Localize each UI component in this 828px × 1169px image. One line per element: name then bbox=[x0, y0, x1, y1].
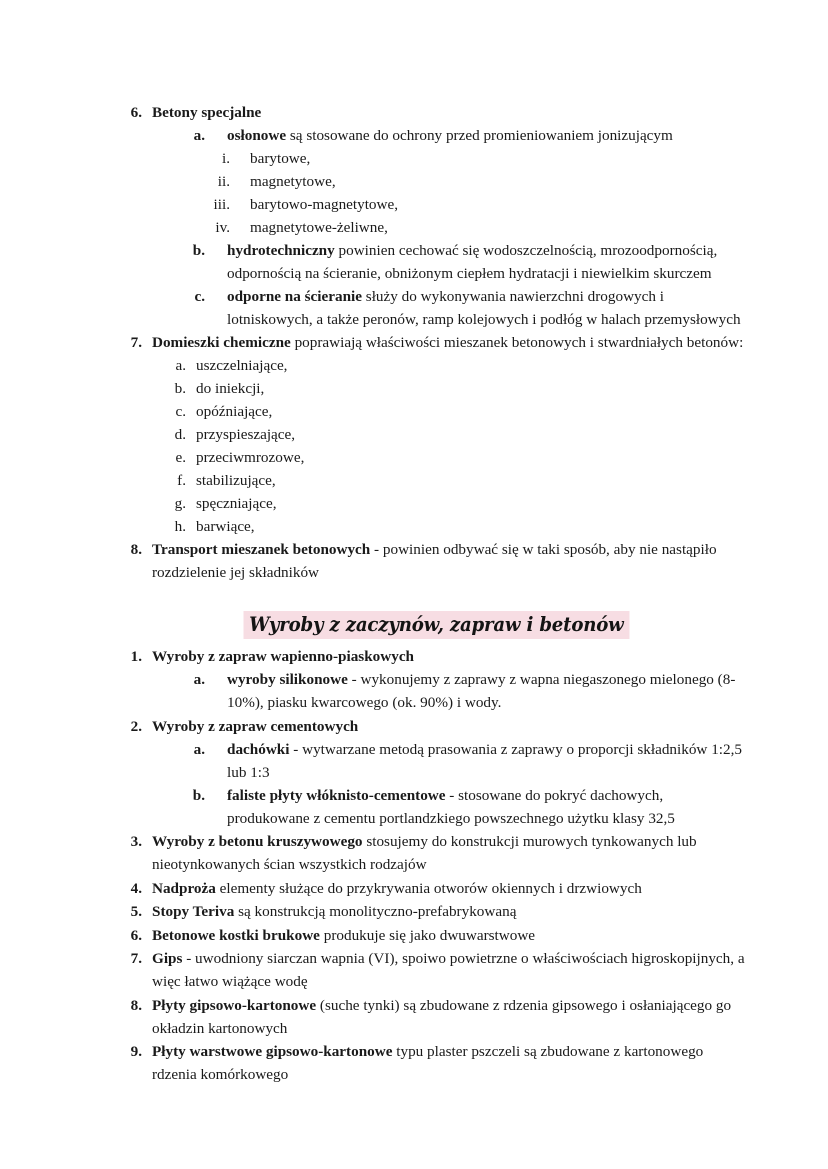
list-marker: 8. bbox=[130, 541, 142, 558]
list-item bbox=[127, 877, 745, 900]
list-item bbox=[127, 715, 745, 738]
list-item-text bbox=[227, 124, 745, 147]
list-item-text: przeciwmrozowe, bbox=[196, 449, 305, 466]
list-item-text bbox=[152, 994, 745, 1040]
list-item-text: magnetytowe, bbox=[250, 172, 336, 190]
list-item-text bbox=[152, 538, 745, 584]
list-item-rest: produkuje się jako dwuwarstwowe bbox=[319, 926, 536, 944]
list-marker: 5. bbox=[130, 903, 142, 920]
list-item-lead: Betony specjalne bbox=[152, 103, 262, 121]
list-item-text bbox=[152, 645, 745, 668]
list-marker: c. bbox=[175, 403, 186, 420]
list-item-rest: - wytwarzane metodą prasowania z zaprawy o proporcji składników 1:2,5 lub 1:3 bbox=[227, 740, 742, 781]
list-item-text bbox=[152, 900, 745, 923]
list-marker: a. bbox=[175, 357, 186, 374]
list-item-text bbox=[152, 830, 745, 876]
list-item bbox=[127, 170, 745, 193]
list-item bbox=[127, 331, 745, 354]
list-item bbox=[127, 947, 745, 993]
list-item-lead: dachówki bbox=[227, 740, 290, 758]
list-item-rest: poprawiają właściwości mieszanek betonowych i stwardniałych betonów: bbox=[290, 334, 744, 351]
list-item-lead: Nadproża bbox=[152, 879, 216, 897]
list-item-rest: powinien cechować się wodoszczelnością, mrozoodpornością, odpornością na ścieranie, obniżonym ciepłem hydratacji i niewielkim skurczem bbox=[227, 241, 718, 282]
list-item bbox=[127, 147, 745, 170]
list-marker: a. bbox=[193, 740, 205, 758]
list-marker: d. bbox=[174, 426, 186, 443]
list-item bbox=[127, 469, 745, 492]
list-item-rest: stosujemy do konstrukcji murowych tynkowanych lub nieotynkowanych ścian wszystkich rodzajów bbox=[152, 833, 697, 873]
list-item-lead: Domieszki chemiczne bbox=[152, 334, 291, 351]
list-item bbox=[127, 423, 745, 446]
list-item bbox=[127, 900, 745, 923]
list-item-rest: (suche tynki) są zbudowane z rdzenia gipsowego i osłaniającego go okładzin kartonowych bbox=[152, 996, 732, 1037]
list-item-text: barytowo-magnetytowe, bbox=[250, 195, 399, 213]
list-item-lead: Wyroby z zapraw cementowych bbox=[152, 717, 359, 735]
list-marker: iii. bbox=[213, 195, 230, 213]
list-item bbox=[127, 515, 745, 538]
list-marker: 7. bbox=[130, 334, 142, 351]
list-item-text bbox=[152, 101, 745, 124]
list-marker: b. bbox=[192, 241, 205, 259]
list-item-text: magnetytowe-żeliwne, bbox=[250, 218, 388, 236]
list-item-rest: służy do wykonywania nawierzchni drogowych i lotniskowych, a także peronów, ramp kolejowych i podłóg w halach przemysłowych bbox=[227, 287, 741, 328]
list-item-rest: - stosowane do pokryć dachowych, produkowane z cementu portlandzkiego powszechnego użytku klasy 32,5 bbox=[227, 786, 675, 827]
list-item-text bbox=[227, 668, 745, 714]
list-marker: 6. bbox=[130, 103, 142, 121]
list-marker: 3. bbox=[130, 833, 142, 850]
list-item-text: barwiące, bbox=[196, 518, 255, 535]
list-item bbox=[127, 446, 745, 469]
list-item-rest: - wykonujemy z zaprawy z wapna niegaszonego mielonego (8-10%), piasku kwarcowego (ok. 90%) i wody. bbox=[227, 671, 736, 711]
list-item bbox=[127, 924, 745, 947]
list-item-text bbox=[227, 738, 745, 784]
list-item-lead: osłonowe bbox=[227, 126, 287, 144]
list-item-lead: Wyroby z zapraw wapienno-piaskowych bbox=[152, 648, 415, 665]
list-item bbox=[127, 994, 745, 1040]
list-marker: ii. bbox=[217, 172, 230, 190]
list-item-text: uszczelniające, bbox=[196, 357, 288, 374]
list-marker: 2. bbox=[130, 717, 142, 735]
list-item-text: barytowe, bbox=[250, 149, 311, 167]
list-marker: g. bbox=[174, 495, 186, 512]
list-item bbox=[127, 285, 745, 331]
list-item bbox=[127, 645, 745, 668]
list-item bbox=[127, 124, 745, 147]
list-item bbox=[127, 830, 745, 876]
list-item bbox=[127, 668, 745, 714]
list-item-lead: faliste płyty włóknisto-cementowe bbox=[227, 786, 446, 804]
list-item-text: przyspieszające, bbox=[196, 426, 296, 443]
list-marker: 6. bbox=[130, 926, 142, 944]
list-item-lead: Wyroby z betonu kruszywowego bbox=[152, 833, 363, 850]
list-item-text bbox=[152, 924, 745, 947]
list-marker: e. bbox=[175, 449, 186, 466]
list-marker: iv. bbox=[215, 218, 230, 236]
list-item-rest: elementy służące do przykrywania otworów okiennych i drzwiowych bbox=[215, 879, 642, 897]
list-marker: b. bbox=[174, 380, 186, 397]
list-item-lead: Transport mieszanek betonowych bbox=[152, 541, 371, 558]
list-item-text bbox=[152, 331, 745, 354]
list-marker: 7. bbox=[130, 950, 142, 967]
list-item bbox=[127, 193, 745, 216]
list-item-text bbox=[227, 285, 745, 331]
list-item-lead: Stopy Teriva bbox=[152, 903, 235, 920]
list-item-text: do iniekcji, bbox=[196, 380, 265, 397]
list-marker: 9. bbox=[130, 1043, 142, 1060]
list-item-text bbox=[227, 239, 745, 285]
list-marker: 1. bbox=[130, 648, 142, 665]
list-item-rest: są stosowane do ochrony przed promieniowaniem jonizującym bbox=[286, 126, 673, 144]
list-marker: b. bbox=[192, 786, 205, 804]
list-marker: a. bbox=[193, 126, 205, 144]
list-item bbox=[127, 784, 745, 830]
list-item bbox=[127, 216, 745, 239]
list-item-lead: hydrotechniczny bbox=[227, 241, 335, 259]
list-item bbox=[127, 738, 745, 784]
list-item-lead: Płyty warstwowe gipsowo-kartonowe bbox=[152, 1043, 393, 1060]
list-item bbox=[127, 377, 745, 400]
list-item-text: stabilizujące, bbox=[196, 472, 276, 489]
list-item-rest: - uwodniony siarczan wapnia (VI), spoiwo powietrzne o właściwościach higroskopijnych, a więc łatwo wiążące wodę bbox=[152, 950, 745, 990]
list-item bbox=[127, 1040, 745, 1086]
list-item-lead: Gips bbox=[152, 950, 183, 967]
list-marker: f. bbox=[177, 472, 186, 489]
list-marker: 8. bbox=[130, 996, 142, 1014]
document-content bbox=[127, 100, 745, 1086]
list-item-text bbox=[152, 877, 745, 900]
list-item-text bbox=[152, 1040, 745, 1086]
list-item bbox=[127, 400, 745, 423]
list-marker: h. bbox=[174, 518, 186, 535]
list-item-text bbox=[152, 947, 745, 993]
list-item-rest: są konstrukcją monolityczno-prefabrykowaną bbox=[234, 903, 517, 920]
list-item bbox=[127, 538, 745, 584]
list-marker: c. bbox=[194, 287, 205, 305]
list-item-lead: Płyty gipsowo-kartonowe bbox=[152, 996, 317, 1014]
list-item bbox=[127, 239, 745, 285]
section-heading-container bbox=[127, 611, 745, 639]
list-item bbox=[127, 354, 745, 377]
section-heading: Wyroby z zaczynów, zapraw i betonów bbox=[243, 611, 629, 639]
list-item-text bbox=[152, 715, 745, 738]
list-item-lead: Betonowe kostki brukowe bbox=[152, 926, 320, 944]
list-item-lead: wyroby silikonowe bbox=[227, 671, 348, 688]
list-item-text bbox=[227, 784, 745, 830]
list-item-text: opóźniające, bbox=[196, 403, 273, 420]
list-item bbox=[127, 101, 745, 124]
list-marker: i. bbox=[221, 149, 230, 167]
list-item-rest: - powinien odbywać się w taki sposób, aby nie nastąpiło rozdzielenie jej składników bbox=[152, 541, 717, 581]
list-item-rest: typu plaster pszczeli są zbudowane z kartonowego rdzenia komórkowego bbox=[152, 1043, 704, 1083]
list-marker: a. bbox=[193, 671, 205, 688]
list-item-lead: odporne na ścieranie bbox=[227, 287, 362, 305]
list-item bbox=[127, 492, 745, 515]
list-marker: 4. bbox=[130, 879, 142, 897]
list-item-text: spęczniające, bbox=[196, 495, 277, 512]
